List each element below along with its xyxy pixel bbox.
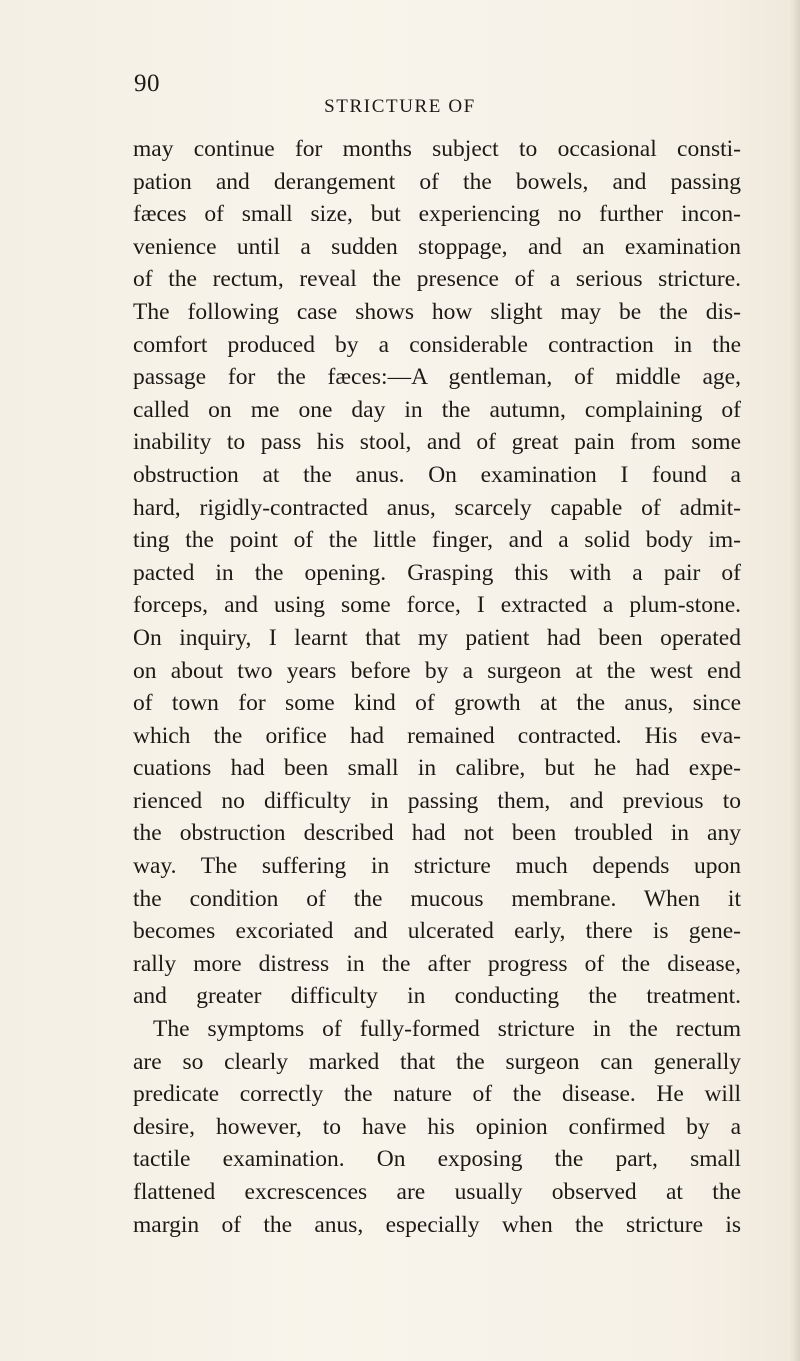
text-line: way. The suffering in stricture much depends upon [133, 853, 741, 880]
text-line: becomes excoriated and ulcerated early, there is gene- [133, 918, 741, 945]
text-line: The following case shows how slight may be the dis- [133, 298, 741, 325]
text-line: desire, however, to have his opinion confirmed by a [133, 1113, 741, 1140]
text-line: on about two years before by a surgeon at the west end [133, 657, 741, 684]
text-line: are so clearly marked that the surgeon can generally [133, 1048, 741, 1075]
text-line-paragraph-start: The symptoms of fully-formed stricture in the rectum [153, 1016, 741, 1043]
text-line: rally more distress in the after progress of the disease, [133, 950, 741, 977]
text-line: cuations had been small in calibre, but he had expe- [133, 755, 741, 782]
body-text [133, 133, 741, 1241]
text-line: and greater difficulty in conducting the treatment. [133, 983, 741, 1010]
text-line: rienced no difficulty in passing them, and previous to [133, 787, 741, 814]
text-line: venience until a sudden stoppage, and an examination [133, 233, 741, 260]
text-line: predicate correctly the nature of the disease. He will [133, 1081, 741, 1108]
text-line: comfort produced by a considerable contraction in the [133, 331, 741, 358]
text-line: the obstruction described had not been troubled in any [133, 820, 741, 847]
running-head [0, 95, 800, 119]
text-line: inability to pass his stool, and of great pain from some [133, 429, 741, 456]
text-line: margin of the anus, especially when the stricture is [133, 1211, 741, 1238]
text-line: the condition of the mucous membrane. When it [133, 885, 741, 912]
page-number: 90 [134, 70, 160, 97]
text-line: On inquiry, I learnt that my patient had been operated [133, 624, 741, 651]
text-line: which the orifice had remained contracted. His eva- [133, 722, 741, 749]
text-line: may continue for months subject to occasional consti- [133, 136, 741, 162]
text-line: ting the point of the little finger, and a solid body im- [133, 527, 741, 554]
text-line: forceps, and using some force, I extracted a plum-stone. [133, 592, 741, 619]
text-line: of the rectum, reveal the presence of a serious stricture. [133, 266, 741, 293]
text-line: pation and derangement of the bowels, and passing [133, 168, 741, 195]
text-line: hard, rigidly-contracted anus, scarcely capable of admit- [133, 494, 741, 521]
text-line: of town for some kind of growth at the anus, since [133, 690, 741, 717]
text-line: flattened excrescences are usually observed at the [133, 1179, 741, 1205]
running-head-text: STRICTURE OF [324, 96, 476, 117]
text-line: called on me one day in the autumn, complaining of [133, 396, 741, 423]
text-line: fæces of small size, but experiencing no further incon- [133, 201, 741, 228]
text-line: passage for the fæces:—A gentleman, of middle age, [133, 364, 741, 391]
text-line: pacted in the opening. Grasping this with a pair of [133, 559, 741, 586]
text-line: tactile examination. On exposing the part, small [133, 1146, 741, 1173]
text-line: obstruction at the anus. On examination I found a [133, 461, 741, 488]
page-edge-shadow [790, 0, 800, 1361]
